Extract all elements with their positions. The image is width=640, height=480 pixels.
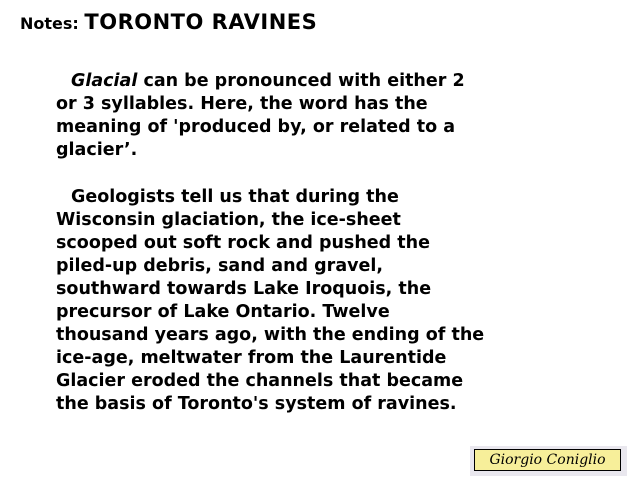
paragraph2-line-4: piled-up debris, sand and gravel,	[56, 256, 384, 276]
notes-title: TORONTO RAVINES	[84, 10, 318, 34]
author-signature	[470, 446, 627, 476]
paragraph2-line-2: Wisconsin glaciation, the ice-sheet	[56, 210, 401, 230]
signature-label: Giorgio Coniglio	[474, 449, 621, 471]
term-glacial: Glacial	[71, 71, 138, 91]
paragraph2-line-5: southward towards Lake Iroquois, the	[56, 279, 432, 299]
page-title	[20, 10, 317, 34]
paragraph2-line-7: thousand years ago, with the ending of the	[56, 325, 485, 345]
paragraph2-line-10: the basis of Toronto's system of ravines.	[56, 394, 457, 414]
paragraph1-line-2: or 3 syllables. Here, the word has the	[56, 94, 428, 114]
paragraph-geologists	[56, 186, 636, 416]
paragraph1-line-1: can be pronounced with either 2	[137, 71, 465, 91]
paragraph2-line-6: precursor of Lake Ontario. Twelve	[56, 302, 390, 322]
notes-label: Notes:	[20, 14, 79, 33]
paragraph1-line-4: glacier’.	[56, 140, 138, 160]
paragraph2-line-3: scooped out soft rock and pushed the	[56, 233, 430, 253]
paragraph1-line-3: meaning of 'produced by, or related to a	[56, 117, 456, 137]
paragraph2-line-9: Glacier eroded the channels that became	[56, 371, 464, 391]
paragraph-glacial	[56, 70, 636, 162]
paragraph2-line-1: Geologists tell us that during the	[71, 187, 399, 207]
paragraph2-line-8: ice-age, meltwater from the Laurentide	[56, 348, 447, 368]
